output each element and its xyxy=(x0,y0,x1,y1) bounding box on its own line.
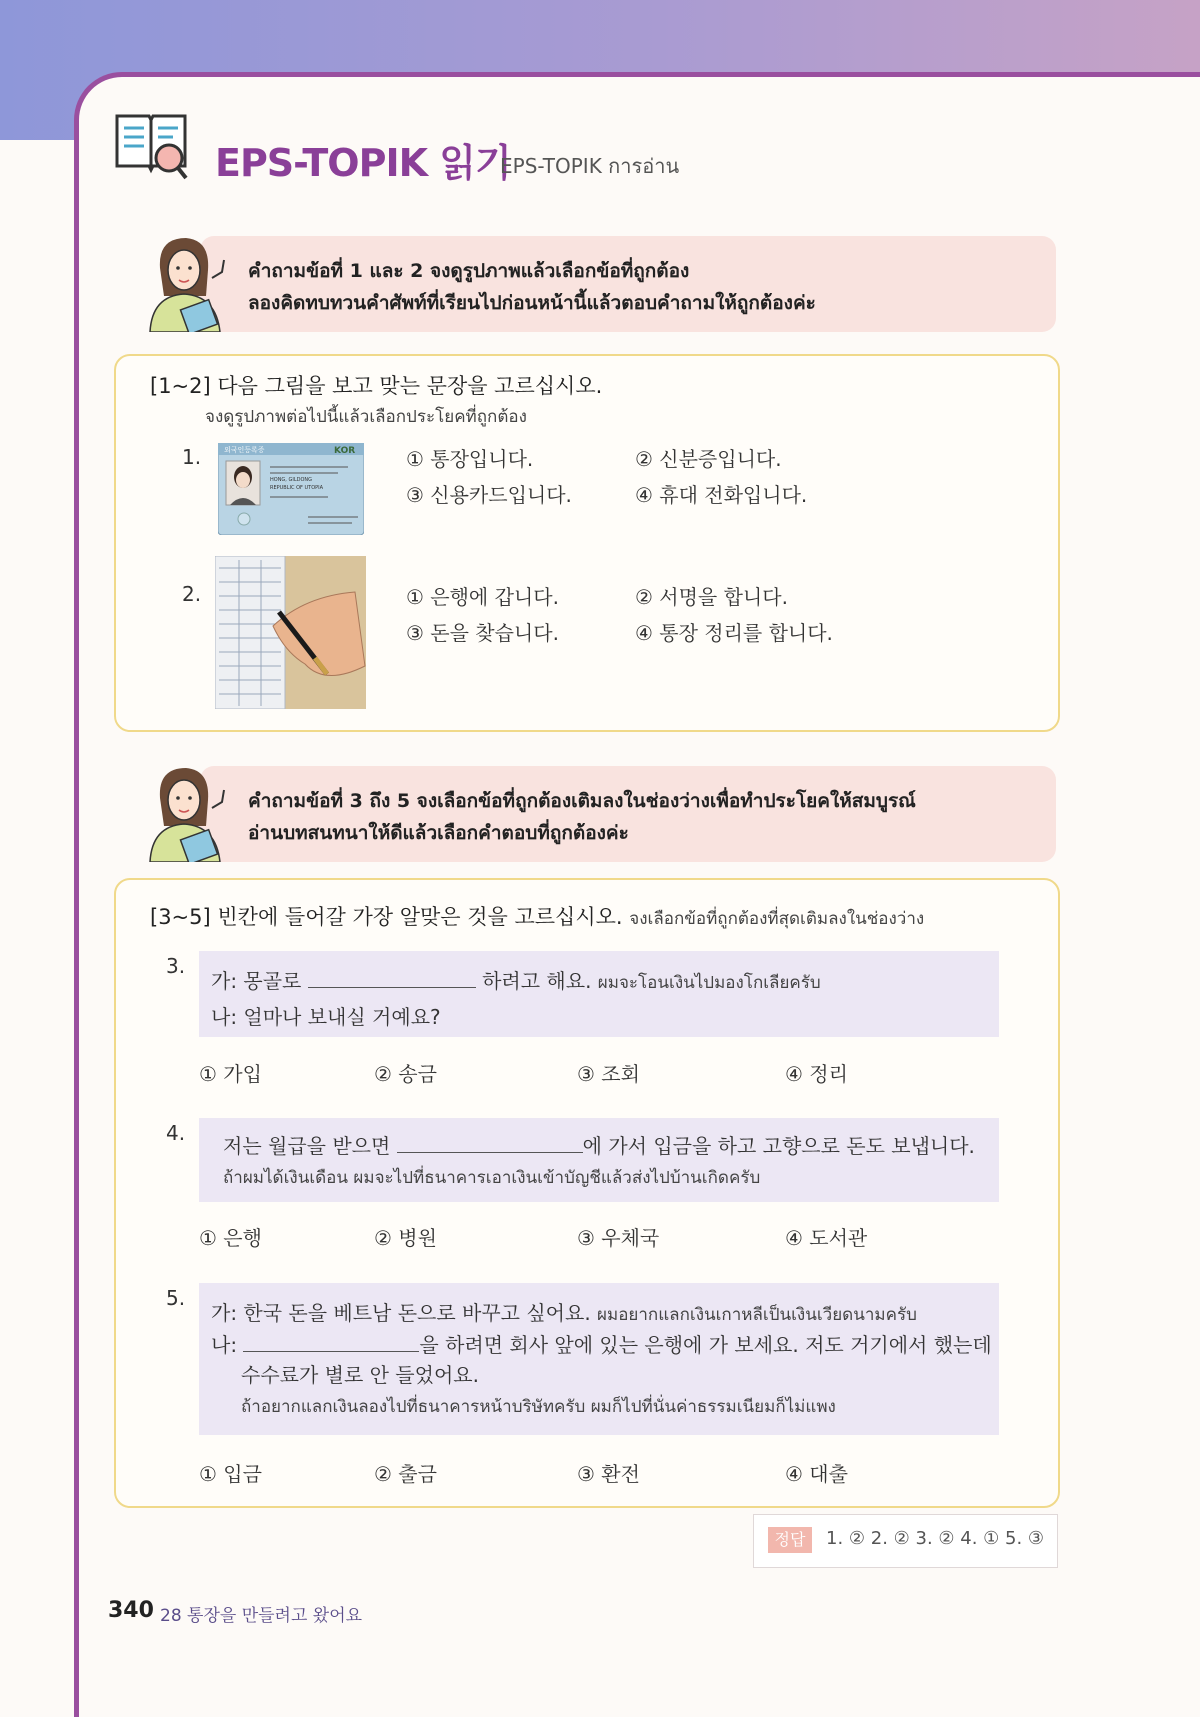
section-subheading: จงเลือกข้อที่ถูกต้องที่สุดเติมลงในช่องว่าง xyxy=(629,909,925,929)
section-heading xyxy=(150,901,924,932)
page-number: 340 xyxy=(108,1598,154,1623)
blank-field[interactable] xyxy=(397,1134,583,1153)
dialog-text: 에 가서 입금을 하고 고향으로 돈도 보냅니다. xyxy=(582,1134,975,1158)
dialog-box xyxy=(199,951,999,1037)
section-heading: [1~2] 다음 그림을 보고 맞는 문장을 고르십시오. xyxy=(150,374,603,398)
id-card-country-line: REPUBLIC OF UTOPIA xyxy=(270,485,324,491)
option[interactable]: ④ 정리 xyxy=(785,1062,848,1086)
option[interactable]: ④ 도서관 xyxy=(785,1226,868,1250)
dialog-translation xyxy=(241,1393,836,1420)
dialog-box xyxy=(199,1283,999,1435)
dialog-text: 가: 한국 돈을 베트남 돈으로 바꾸고 싶어요. xyxy=(211,1301,591,1325)
blank-field[interactable] xyxy=(243,1333,419,1352)
chapter-title: 28 통장을 만들려고 왔어요 xyxy=(160,1606,363,1626)
dialog-text: 하려고 해요. xyxy=(482,969,592,993)
dialog-text: 나: xyxy=(211,1333,238,1357)
option[interactable]: ② 서명을 합니다. xyxy=(635,585,788,609)
page-subtitle: EPS-TOPIK การอ่าน xyxy=(500,154,680,178)
option[interactable]: ② 송금 xyxy=(374,1062,437,1086)
dialog-translation: ผมจะโอนเงินไปมองโกเลียครับ xyxy=(597,973,821,993)
answer-text: 1. ② 2. ② 3. ② 4. ① 5. ③ xyxy=(826,1528,1045,1549)
dialog-line: 수수료가 별로 안 들었어요. xyxy=(241,1363,479,1387)
instruction-line: อ่านบทสนทนาให้ดีแล้วเลือกคำตอบที่ถูกต้องค่ะ xyxy=(248,822,629,844)
option[interactable]: ③ 조회 xyxy=(577,1062,640,1086)
instruction-box-1 xyxy=(200,236,1056,332)
option[interactable]: ② 병원 xyxy=(374,1226,437,1250)
dialog-box xyxy=(199,1118,999,1202)
dialog-text: 저는 월급을 받으면 xyxy=(223,1134,391,1158)
dialog-translation: ผมอยากแลกเงินเกาหลีเป็นเงินเวียดนามครับ xyxy=(597,1305,917,1325)
dialog-line xyxy=(211,1297,917,1328)
id-card-country: KOR xyxy=(334,446,356,456)
dialog-line xyxy=(223,1130,975,1159)
dialog-translation xyxy=(223,1164,760,1191)
option[interactable]: ④ 휴대 전화입니다. xyxy=(635,483,808,507)
teacher-illustration xyxy=(140,762,236,862)
option[interactable]: ① 통장입니다. xyxy=(406,447,534,471)
instruction-box-2 xyxy=(200,766,1056,862)
option[interactable]: ② 신분증입니다. xyxy=(635,447,782,471)
option[interactable]: ③ 돈을 찾습니다. xyxy=(406,621,559,645)
option[interactable]: ④ 대출 xyxy=(785,1462,848,1486)
id-card-name: HONG, GILDONG xyxy=(270,477,313,483)
question-number: 2. xyxy=(182,582,202,606)
answer-key xyxy=(753,1514,1058,1568)
option[interactable]: ① 은행 xyxy=(199,1226,262,1250)
question-number: 1. xyxy=(182,445,202,469)
id-card-image xyxy=(218,443,364,535)
teacher-illustration xyxy=(140,232,236,332)
signing-form-image xyxy=(215,556,366,709)
dialog-line xyxy=(211,1329,992,1358)
section-subheading: จงดูรูปภาพต่อไปนี้แล้วเลือกประโยคที่ถูกต้อง xyxy=(205,407,527,427)
book-search-icon xyxy=(113,108,189,184)
question-number: 5. xyxy=(166,1286,186,1310)
answer-tag: 정답 xyxy=(768,1527,812,1553)
option[interactable]: ③ 환전 xyxy=(577,1462,640,1486)
option[interactable]: ③ 신용카드입니다. xyxy=(406,483,572,507)
instruction-line: ลองคิดทบทวนคำศัพท์ที่เรียนไปก่อนหน้านี้แล้วตอบคำถามให้ถูกต้องค่ะ xyxy=(248,292,816,314)
instruction-line: คำถามข้อที่ 1 และ 2 จงดูรูปภาพแล้วเลือกข้อที่ถูกต้อง xyxy=(248,260,690,282)
dialog-text: 가: 몽골로 xyxy=(211,969,302,993)
option[interactable]: ① 가입 xyxy=(199,1062,262,1086)
option[interactable]: ① 입금 xyxy=(199,1462,262,1486)
option[interactable]: ③ 우체국 xyxy=(577,1226,660,1250)
question-number: 4. xyxy=(166,1121,186,1145)
option[interactable]: ① 은행에 갑니다. xyxy=(406,585,559,609)
option[interactable]: ② 출금 xyxy=(374,1462,437,1486)
dialog-translation-text: ถ้าผมได้เงินเดือน ผมจะไปที่ธนาคารเอาเงินเข้าบัญชีแล้วส่งไปบ้านเกิดครับ xyxy=(223,1168,761,1188)
question-number: 3. xyxy=(166,954,186,978)
id-card-header: 외국인등록증 xyxy=(224,446,265,454)
page-title: EPS-TOPIK 읽기 xyxy=(215,141,511,185)
dialog-line: 나: 얼마나 보내실 거예요? xyxy=(211,1005,441,1029)
dialog-translation-text: ถ้าอยากแลกเงินลองไปที่ธนาคารหน้าบริษัทครับ ผมก็ไปที่นั่นค่าธรรมเนียมก็ไม่แพง xyxy=(241,1397,836,1417)
instruction-line: คำถามข้อที่ 3 ถึง 5 จงเลือกข้อที่ถูกต้องเติมลงในช่องว่างเพื่อทำประโยคให้สมบูรณ์ xyxy=(248,790,916,812)
dialog-text: 을 하려면 회사 앞에 있는 은행에 가 보세요. 저도 거기에서 했는데 xyxy=(419,1333,992,1357)
blank-field[interactable] xyxy=(308,969,476,988)
dialog-line xyxy=(211,965,821,996)
section-heading-text: [3~5] 빈칸에 들어갈 가장 알맞은 것을 고르십시오. xyxy=(150,905,623,929)
option[interactable]: ④ 통장 정리를 합니다. xyxy=(635,621,833,645)
